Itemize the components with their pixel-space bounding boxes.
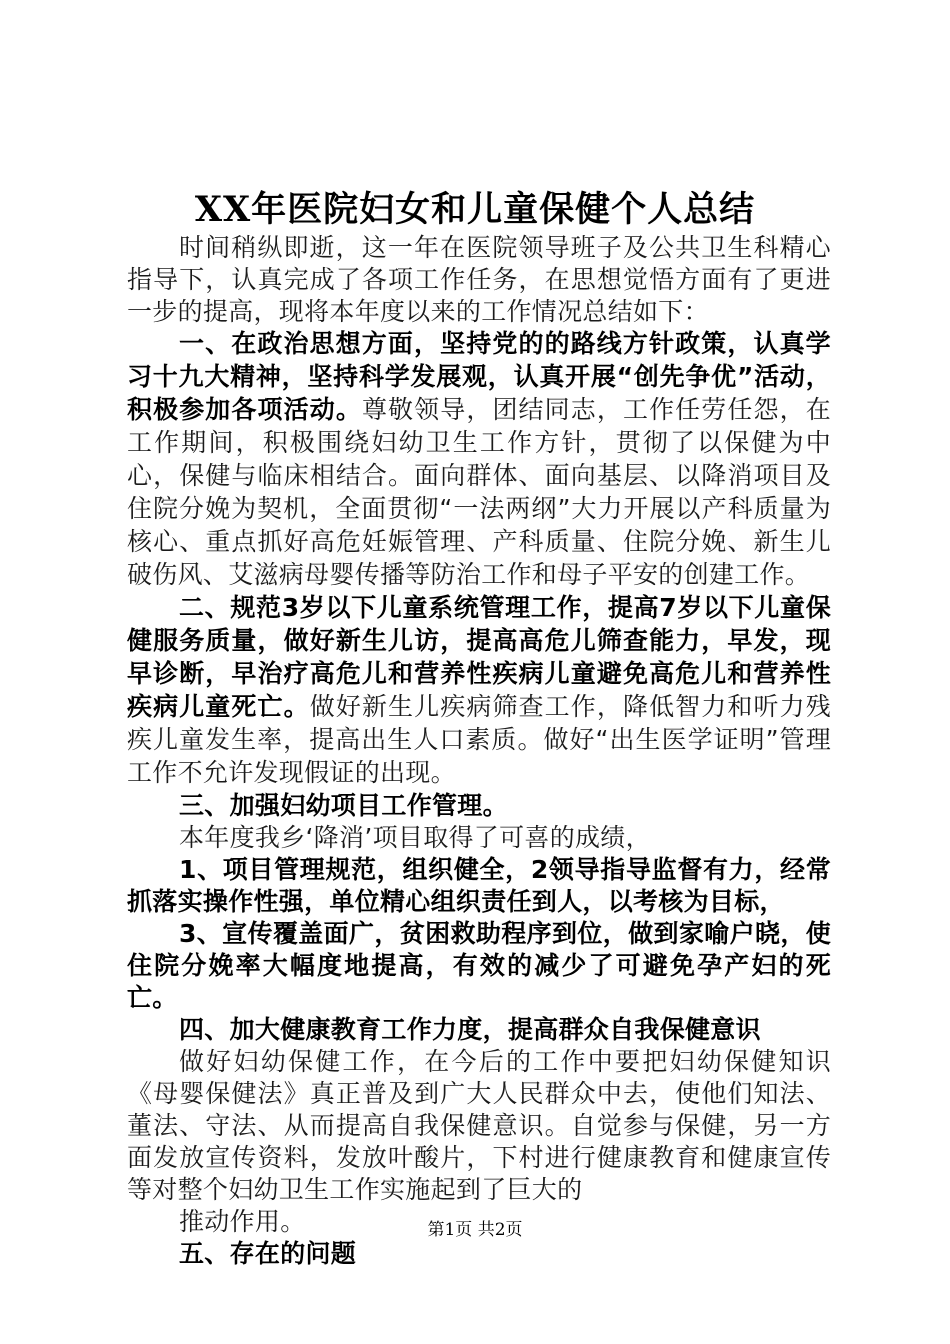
paragraph-text: 时间稍纵即逝，这一年在医院领导班子及公共卫生科精心指导下，认真完成了各项工作任务，在思想觉悟方面有了更进一步的提高，现将本年度以来的工作情况总结如下： <box>127 233 831 326</box>
paragraph-health-education <box>127 1046 831 1206</box>
section-heading-3 <box>127 790 831 822</box>
paragraph-text: 尊敬领导，团结同志，工作任劳任怨，在工作期间，积极围绕妇幼卫生工作方针，贯彻了以保健为中心，保健与临床相结合。面向群体、面向基层、以降消项目及住院分娩为契机，全面贯彻“一法两纲”大力开展以产科质量为核心、重点抓好高危妊娠管理、产科质量、住院分娩、新生儿破伤风、艾滋病母婴传播等防治工作和母子平安的创建工作。 <box>127 395 831 589</box>
section-heading: 三、加强妇幼项目工作管理。 <box>179 791 508 820</box>
section-heading: 四、加大健康教育工作力度，提高群众自我保健意识 <box>179 1015 761 1044</box>
paragraph-text: 1、项目管理规范，组织健全，2领导指导监督有力，经常抓落实操作性强，单位精心组织责任到人，以考核为目标， <box>127 855 831 916</box>
paragraph-text: 本年度我乡‘降消’项目取得了可喜的成绩， <box>179 823 651 852</box>
section-heading: 五、存在的问题 <box>179 1239 357 1268</box>
paragraph-item-1 <box>127 854 831 918</box>
document-title: XX年医院妇女和儿童保健个人总结 <box>194 189 756 230</box>
section-heading: 二、规范3岁以下儿童系统管理工作，提高7岁以下儿童保健服务质量，做好新生儿访，提高高危儿筛查能力，早发，现早诊断，早治疗高危儿和营养性疾病儿童避免高危儿和营养性疾病儿童死亡。 <box>127 593 831 721</box>
page-footer: 第1页 共2页 <box>427 1220 523 1240</box>
section-heading-5 <box>127 1238 831 1270</box>
paragraph-text: 推动作用。 <box>179 1207 306 1236</box>
paragraph-section-2 <box>127 592 831 790</box>
paragraph-intro <box>127 232 831 328</box>
section-heading: 一、在政治思想方面，坚持党的的路线方针政策，认真学习十九大精神，坚持科学发展观，认真开展“创先争优”活动，积极参加各项活动。 <box>127 329 831 424</box>
section-heading-4 <box>127 1014 831 1046</box>
paragraph-project-intro <box>127 822 831 854</box>
document-body <box>127 232 831 1270</box>
paragraph-section-1 <box>127 328 831 592</box>
paragraph-text: 做好新生儿疾病筛查工作，降低智力和听力残疾儿童发生率，提高出生人口素质。做好“出生医学证明”管理工作不允许发现假证的出现。 <box>127 692 831 787</box>
paragraph-text: 做好妇幼保健工作，在今后的工作中要把妇幼保健知识《母婴保健法》真正普及到广大人民群众中去，使他们知法、董法、守法、从而提高自我保健意识。自觉参与保健，另一方面发放宣传资料，发放叶酸片，下村进行健康教育和健康宣传等对整个妇幼卫生工作实施起到了巨大的 <box>127 1047 831 1204</box>
paragraph-item-3 <box>127 918 831 1014</box>
paragraph-text: 3、宣传覆盖面广，贫困救助程序到位，做到家喻户晓，使住院分娩率大幅度地提高，有效的减少了可避免孕产妇的死亡。 <box>127 919 831 1012</box>
